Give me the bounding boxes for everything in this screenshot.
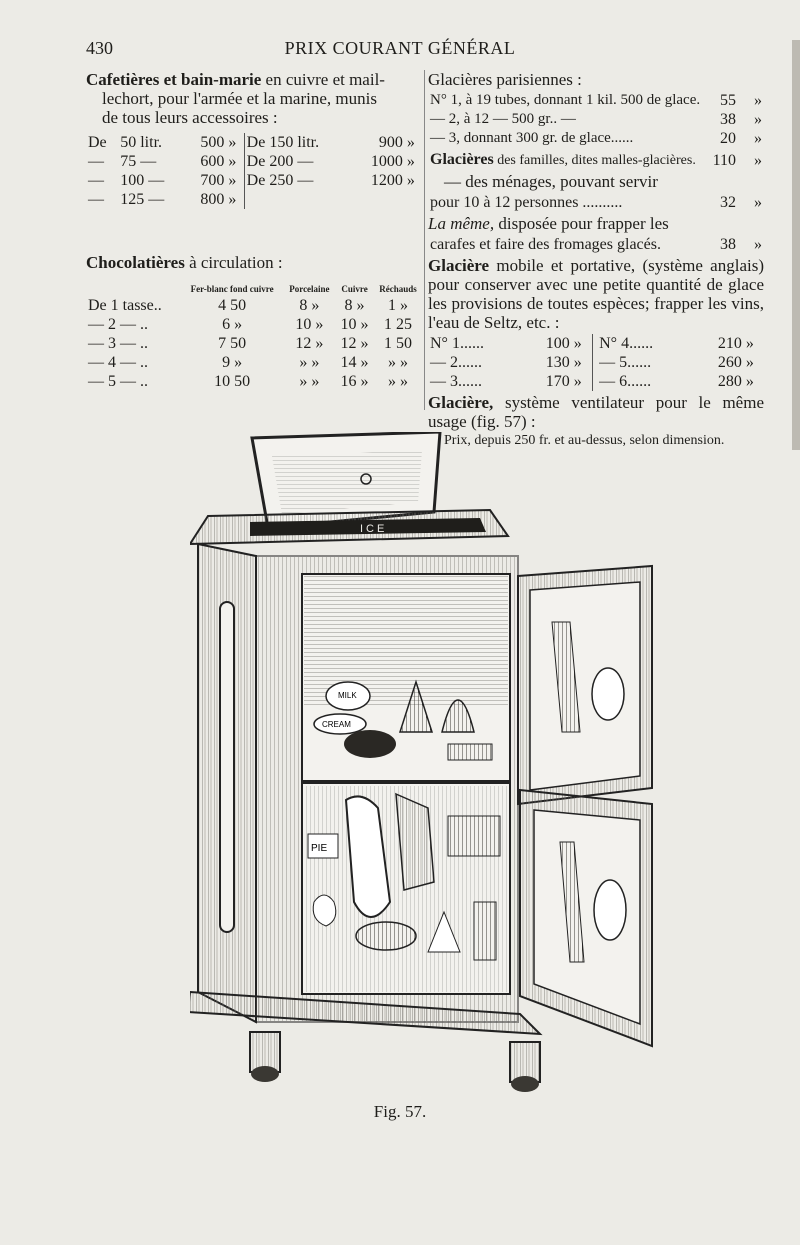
cafetieres-cell: »	[228, 153, 237, 170]
mobile-price-cell: N° 4......	[593, 334, 697, 353]
mobile-text: mobile et portative, (système anglais) pour conserver avec une petite quantité de glace les provisions de toutes espèces; frapper les vins, l'eau de Seltz, etc. :	[428, 256, 764, 332]
mobile-price-cell: N° 1......	[430, 335, 484, 352]
chocolatieres-cell: » »	[387, 373, 408, 390]
mobile-price-cell: »	[573, 354, 582, 371]
meme-line-1	[428, 214, 764, 233]
cafetieres-cell: 50 litr.	[120, 134, 163, 151]
ventilateur-text: système ventilateur pour le même usage (fig. 57) :	[428, 393, 764, 431]
left-column	[86, 70, 422, 391]
mobile-price-cell: 210	[717, 335, 742, 352]
running-head: PRIX COURANT GÉNÉRAL	[284, 38, 516, 58]
cafetieres-cell: De	[88, 134, 107, 151]
milk-label: MILK	[338, 691, 357, 700]
parisiennes-cell: N° 1, à 19 tubes, donnant 1 kil. 500 de glace.	[430, 92, 701, 108]
cabinet-top	[190, 510, 508, 544]
cafetieres-row	[86, 171, 422, 190]
chocolatieres-cell: 8 »	[299, 297, 320, 314]
menages-line-1: — des ménages, pouvant servir	[444, 172, 658, 191]
cafetieres-cell: 100 —	[120, 172, 165, 189]
cafetieres-cell: 700	[200, 172, 225, 189]
chocolatieres-cell: 4 50	[218, 297, 247, 314]
parisiennes-cell: »	[754, 111, 762, 128]
cafetieres-cell: De 250 —	[244, 171, 353, 190]
parisiennes-row	[428, 110, 764, 129]
cafetieres-cell: 900	[378, 134, 403, 151]
parisiennes-price-list	[428, 91, 764, 148]
meme-price-unit: »	[754, 236, 762, 253]
mobile-title: Glacière	[428, 256, 490, 275]
chocolatieres-cell: 10 50	[214, 373, 251, 390]
chocolatieres-column-header: Réchauds	[379, 284, 417, 294]
cafetieres-cell: —	[88, 191, 104, 208]
parisiennes-cell: »	[754, 130, 762, 147]
mobile-price-cell: »	[745, 373, 754, 390]
chocolatieres-heading	[86, 253, 422, 273]
chocolatieres-price-table	[86, 283, 422, 391]
chocolatieres-column-header: Porcelaine	[289, 284, 330, 294]
open-doors	[518, 566, 652, 1046]
chocolatieres-cell: » »	[387, 354, 408, 371]
cafetieres-title: Cafetières et bain-marie	[86, 70, 262, 89]
chocolatieres-row	[86, 334, 422, 353]
parisiennes-row	[428, 91, 764, 110]
chocolatieres-cell: 1 50	[383, 335, 412, 352]
mobile-price-cell: »	[573, 335, 582, 352]
ventilateur-title: Glacière,	[428, 393, 494, 412]
chocolatieres-cell: 12 »	[295, 335, 324, 352]
chocolatieres-cell: — 5 — ..	[88, 373, 148, 390]
parisiennes-cell: »	[754, 92, 762, 109]
cafetieres-cell: 500	[200, 134, 225, 151]
chocolatieres-cell: De 1 tasse..	[88, 297, 162, 314]
mobile-price-cell: — 5......	[593, 353, 697, 372]
chocolatieres-cell: — 3 — ..	[88, 335, 148, 352]
ventilateur-paragraph	[428, 393, 764, 431]
icebox-illustration	[190, 432, 660, 1092]
cafetieres-cell: »	[406, 153, 415, 170]
chocolatieres-cell: 1 »	[387, 297, 408, 314]
pie-label: PIE	[311, 843, 328, 854]
parisiennes-title: Glacières parisiennes :	[428, 70, 582, 89]
cafetieres-text-3: de tous leurs accessoires :	[102, 108, 278, 127]
cabinet-body	[198, 544, 518, 1022]
mobile-price-cell: 170	[545, 373, 570, 390]
chocolatieres-title: Chocolatières	[86, 253, 185, 272]
cafetieres-cell: 1200	[370, 172, 403, 189]
chocolatieres-row	[86, 353, 422, 372]
mobile-price-row	[428, 353, 764, 372]
page-edge	[792, 40, 800, 450]
chocolatieres-row	[86, 296, 422, 315]
familles-text: des familles, dites malles-glacières.	[493, 153, 696, 168]
cafetieres-cell: 800	[200, 191, 225, 208]
mobile-price-cell: »	[573, 373, 582, 390]
cafetieres-cell: De 200 —	[244, 152, 353, 171]
mobile-price-cell: 100	[545, 335, 570, 352]
mobile-price-cell: 280	[717, 373, 742, 390]
cafetieres-text-1: en cuivre et mail-	[261, 70, 385, 89]
chocolatieres-cell: 16 »	[340, 373, 369, 390]
cafetieres-intro	[86, 70, 422, 127]
chocolatieres-cell: » »	[299, 354, 320, 371]
cafetieres-row	[86, 133, 422, 152]
cafetieres-row	[86, 190, 422, 209]
mobile-price-cell: »	[745, 354, 754, 371]
parisiennes-cell: — 3, donnant 300 gr. de glace......	[430, 130, 634, 146]
parisiennes-row	[428, 129, 764, 148]
chocolatieres-cell: — 2 — ..	[88, 316, 148, 333]
familles-line	[428, 150, 764, 170]
cafetieres-cell: »	[406, 134, 415, 151]
chocolatieres-cell: 10 »	[340, 316, 369, 333]
familles-title: Glacières	[430, 151, 494, 168]
cafetieres-cell: »	[228, 172, 237, 189]
chocolatieres-cell: 7 50	[218, 335, 247, 352]
mobile-price-row	[428, 334, 764, 353]
meme-text: disposée pour frapper les	[494, 214, 669, 233]
chocolatieres-cell: — 4 — ..	[88, 354, 148, 371]
cafetieres-cell: —	[88, 172, 104, 189]
cafetieres-text-2: lechort, pour l'armée et la marine, munis	[102, 89, 377, 108]
chocolatieres-cell: 6 »	[222, 316, 243, 333]
mobile-price-cell: — 3......	[430, 373, 482, 390]
chocolatieres-subtitle: à circulation :	[184, 253, 283, 272]
ice-lid-label: ICE	[360, 523, 388, 535]
meme-line-2: carafes et faire des fromages glacés.	[430, 236, 661, 253]
chocolatieres-column-header: Cuivre	[341, 284, 368, 294]
figure-caption: Fig. 57.	[373, 1102, 427, 1121]
cafetieres-cell: 1000	[370, 153, 403, 170]
chocolatieres-cell: 12 »	[340, 335, 369, 352]
cafetieres-cell: »	[228, 191, 237, 208]
prix-line: Prix, depuis 250 fr. et au-dessus, selon dimension.	[444, 433, 725, 448]
mobile-price-cell: »	[745, 335, 754, 352]
meme-line	[428, 235, 764, 254]
chocolatieres-cell: 1 25	[383, 316, 412, 333]
parisiennes-cell: 20	[720, 130, 736, 147]
familles-price: 110	[712, 151, 736, 169]
parisiennes-cell: 38	[720, 111, 736, 128]
chocolatieres-cell: 14 »	[340, 354, 369, 371]
chocolatieres-column-header	[86, 283, 180, 296]
cafetieres-cell: —	[88, 153, 104, 170]
mobile-price-cell: — 2......	[430, 354, 482, 371]
mobile-price-cell: 260	[717, 354, 742, 371]
chocolatieres-cell: 9 »	[222, 354, 243, 371]
chocolatieres-row	[86, 372, 422, 391]
cafetieres-cell: 600	[200, 153, 225, 170]
mobile-price-table	[428, 334, 764, 391]
menages-line-2: pour 10 à 12 personnes ..........	[430, 194, 623, 211]
mobile-price-cell: — 6......	[593, 372, 697, 391]
cafetieres-cell	[405, 190, 422, 209]
meme-price: 38	[720, 236, 736, 253]
right-column	[428, 70, 764, 449]
cafetieres-row	[86, 152, 422, 171]
cafetieres-cell: 75 —	[120, 153, 157, 170]
menages-price-unit: »	[754, 194, 762, 211]
page-number: 430	[86, 38, 113, 58]
cafetieres-cell: 125 —	[120, 191, 165, 208]
menages-price: 32	[720, 194, 736, 211]
cream-label: CREAM	[322, 720, 351, 729]
parisiennes-cell: 55	[720, 92, 736, 109]
cafetieres-cell: »	[228, 134, 237, 151]
cafetieres-cell	[354, 190, 405, 209]
cafetieres-price-table	[86, 133, 422, 209]
mobile-price-row	[428, 372, 764, 391]
cafetieres-cell: »	[406, 172, 415, 189]
familles-price-unit: »	[754, 151, 762, 169]
chocolatieres-column-header: Fer-blanc fond cuivre	[190, 284, 274, 294]
meme-label: La même,	[428, 214, 495, 233]
chocolatieres-cell: » »	[299, 373, 320, 390]
cafetieres-cell	[244, 190, 353, 209]
cafetieres-cell: De 150 litr.	[244, 133, 353, 152]
chocolatieres-row	[86, 315, 422, 334]
parisiennes-cell: — 2, à 12 — 500 gr.. —	[430, 111, 576, 127]
mobile-paragraph	[428, 256, 764, 332]
menages-line	[428, 193, 764, 212]
mobile-price-cell: 130	[545, 354, 570, 371]
column-divider	[424, 70, 425, 410]
chocolatieres-cell: 10 »	[295, 316, 324, 333]
chocolatieres-cell: 8 »	[344, 297, 365, 314]
